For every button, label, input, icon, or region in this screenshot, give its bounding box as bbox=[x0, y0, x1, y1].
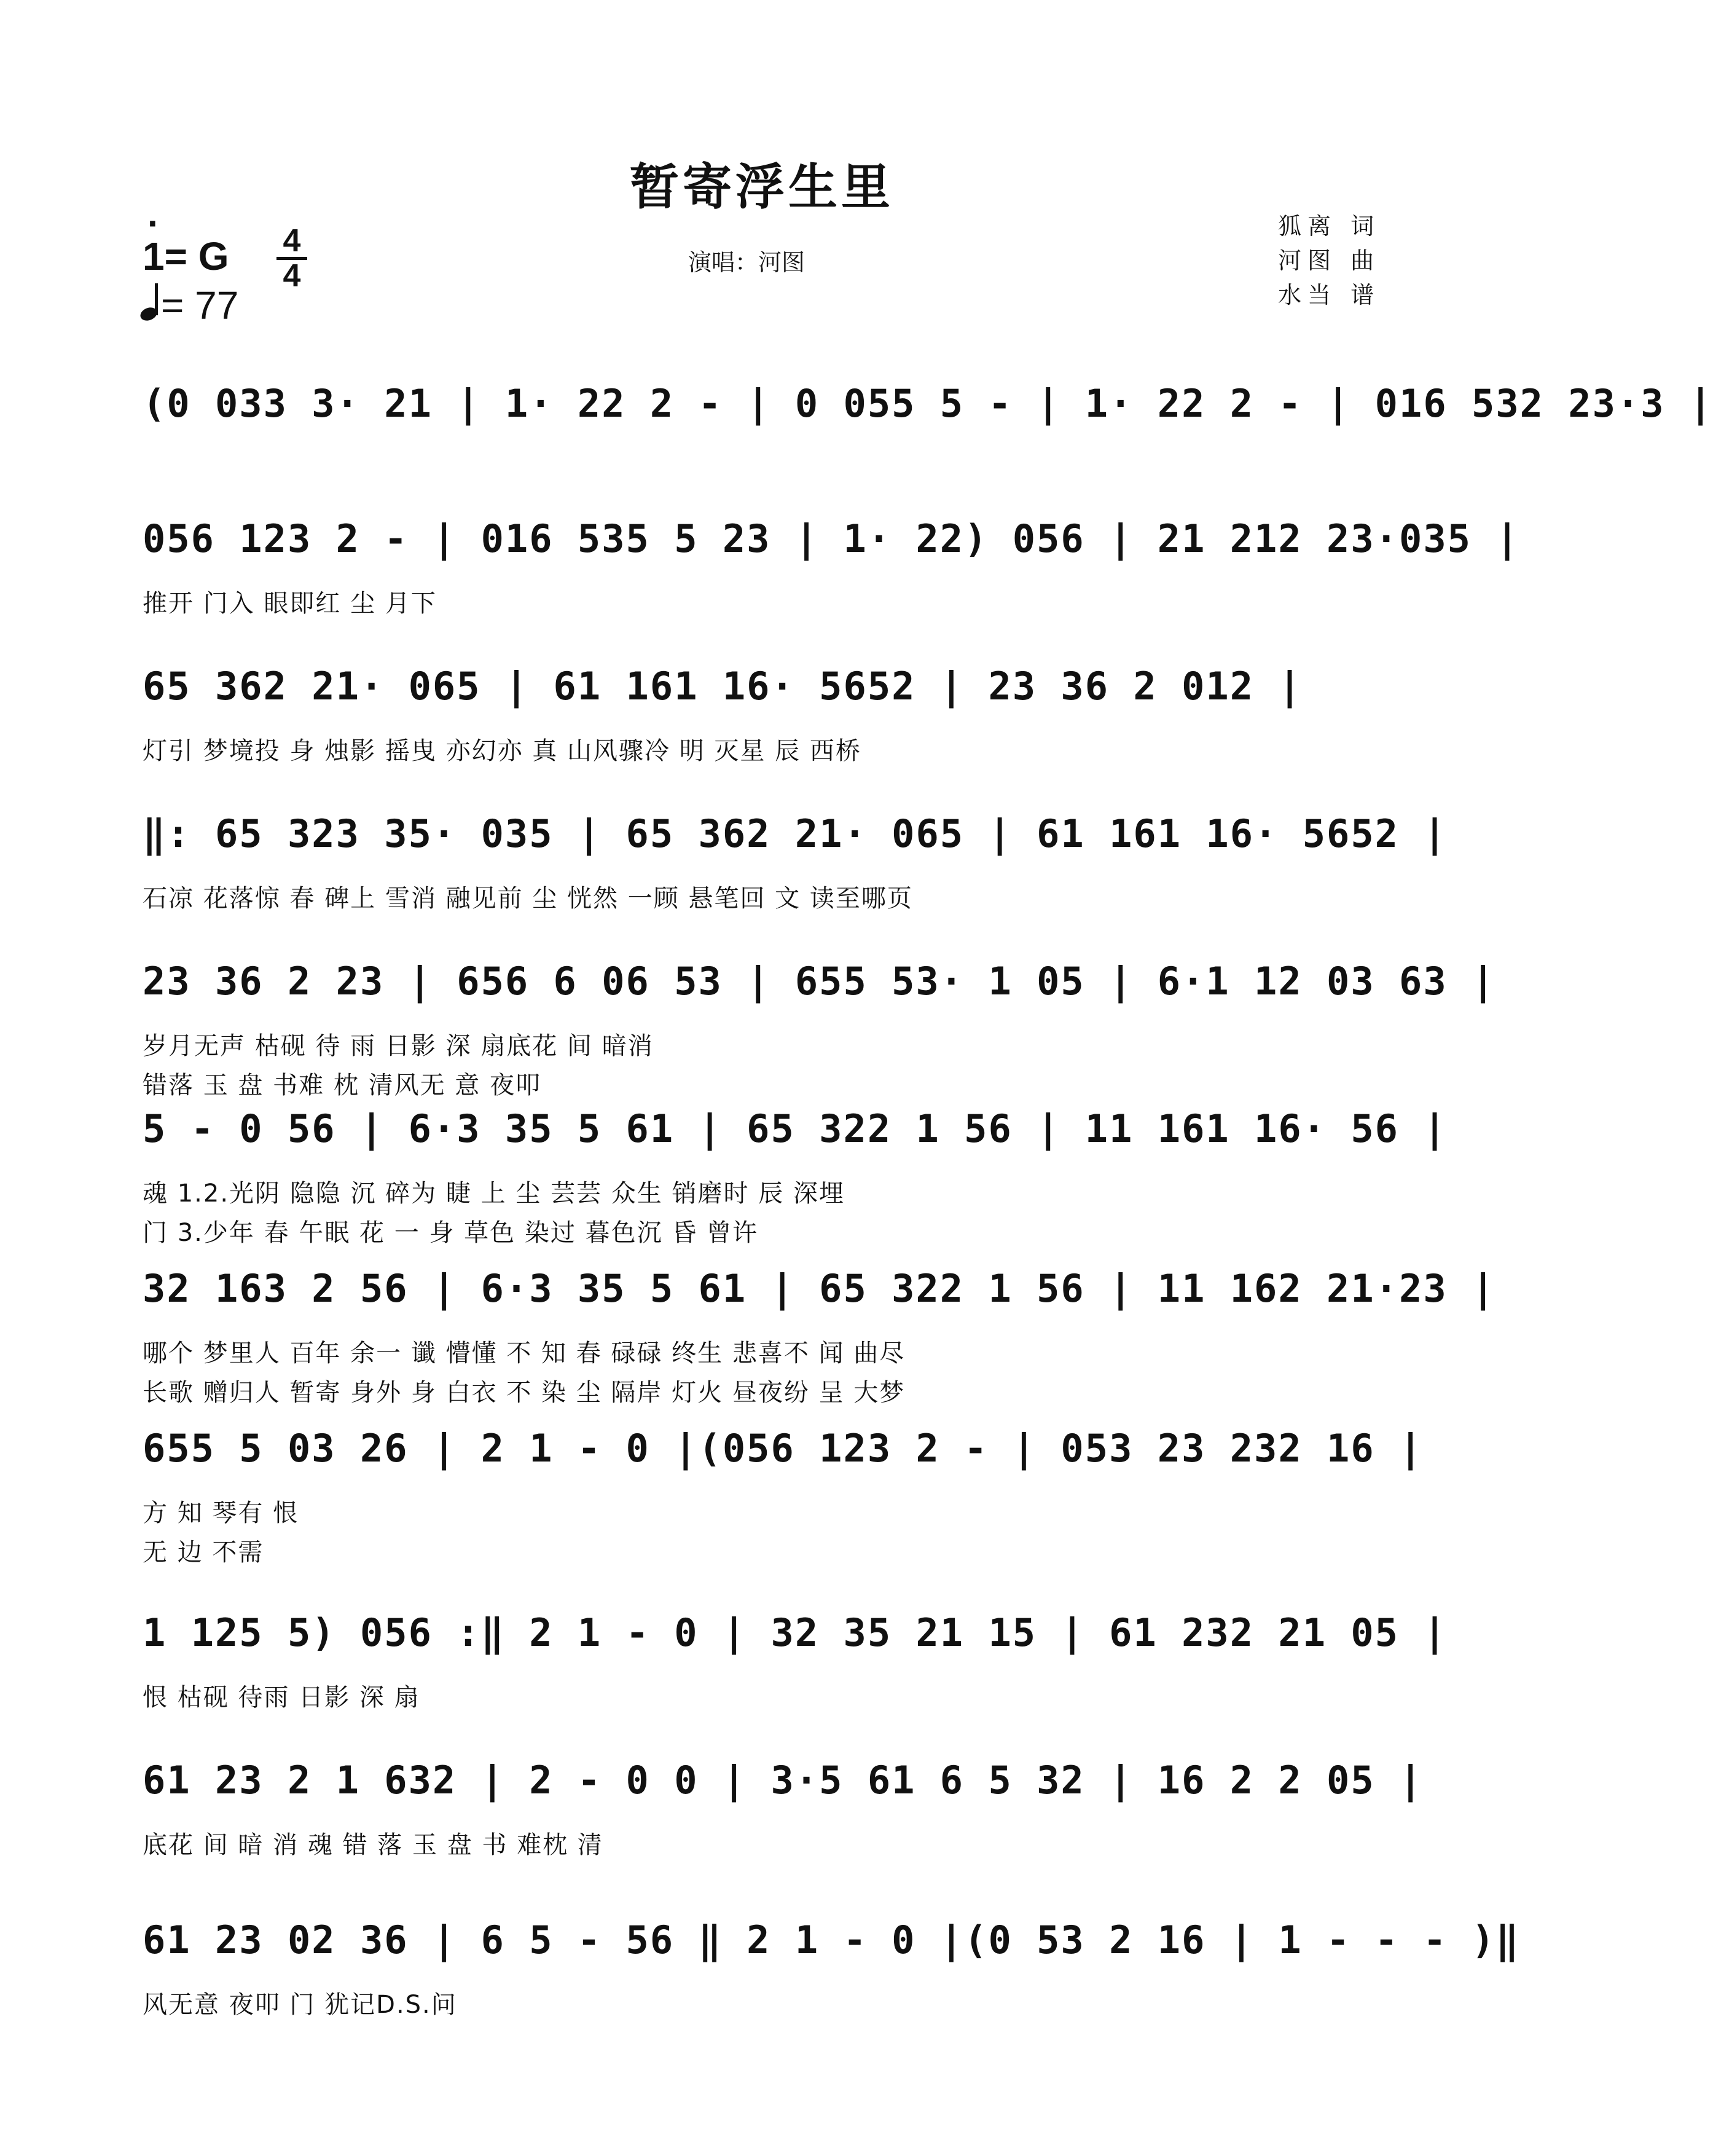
lyric-line: 无 边 不需 bbox=[143, 1538, 264, 1567]
lyric-line: 门 3.少年 春 午眠 花 一 身 草色 染过 暮色沉 昏 曾许 bbox=[143, 1219, 759, 1247]
notation-line: 65 362 21· 065 | 61 161 16· 5652 | 23 36 2 012 | bbox=[143, 664, 1303, 709]
lyricist-credit: 狐离 词 bbox=[1278, 213, 1381, 240]
notation-line: (0 033 3· 21 | 1· 22 2 - | 0 055 5 - | 1· 22 2 - | 016 532 23·3 | bbox=[143, 381, 1713, 426]
lyric-line: 方 知 琴有 恨 bbox=[143, 1499, 299, 1527]
lyric-line: 灯引 梦境投 身 烛影 摇曳 亦幻亦 真 山风骤冷 明 灭星 辰 西桥 bbox=[143, 737, 861, 765]
lyric-line: 岁月无声 枯砚 待 雨 日影 深 扇底花 间 暗消 bbox=[143, 1032, 654, 1060]
lyric-line: 风无意 夜叩 门 犹记D.S.问 bbox=[143, 1991, 457, 2019]
notation-line: 1 125 5) 056 :‖ 2 1 - 0 | 32 35 21 15 | 61 232 21 05 | bbox=[143, 1610, 1448, 1655]
arranger-credit: 水当 谱 bbox=[1278, 281, 1381, 309]
time-signature-top: 4 bbox=[283, 223, 301, 259]
composer-credit: 河图 曲 bbox=[1278, 247, 1381, 274]
singer-credit: 演唱：河图 bbox=[688, 249, 806, 276]
key-signature bbox=[143, 234, 229, 279]
notation-line: 056 123 2 - | 016 535 5 23 | 1· 22) 056 | 21 212 23·035 | bbox=[143, 516, 1520, 561]
notation-line: ‖: 65 323 35· 035 | 65 362 21· 065 | 61 161 16· 5652 | bbox=[143, 811, 1448, 856]
notation-line: 32 163 2 56 | 6·3 35 5 61 | 65 322 1 56 | 11 162 21·23 | bbox=[143, 1266, 1496, 1311]
tempo-value: = 77 bbox=[161, 283, 239, 328]
page-title: 暂寄浮生里 bbox=[630, 159, 894, 216]
notation-line: 23 36 2 23 | 656 6 06 53 | 655 53· 1 05 | 6·1 12 03 63 | bbox=[143, 959, 1496, 1004]
lyric-line: 底花 间 暗 消 魂 错 落 玉 盘 书 难枕 清 bbox=[143, 1831, 603, 1859]
lyric-line: 长歌 赠归人 暂寄 身外 身 白衣 不 染 尘 隔岸 灯火 昼夜纷 呈 大梦 bbox=[143, 1379, 906, 1407]
time-signature bbox=[276, 223, 307, 294]
time-signature-bottom: 4 bbox=[283, 258, 301, 294]
lyric-line: 恨 枯砚 待雨 日影 深 扇 bbox=[143, 1683, 420, 1712]
lyric-line: 哪个 梦里人 百年 余一 谶 懵懂 不 知 春 碌碌 终生 悲喜不 闻 曲尽 bbox=[143, 1339, 906, 1367]
lyric-line: 错落 玉 盘 书难 枕 清风无 意 夜叩 bbox=[143, 1071, 542, 1100]
notation-line: 61 23 2 1 632 | 2 - 0 0 | 3·5 61 6 5 32 | 16 2 2 05 | bbox=[143, 1758, 1424, 1803]
lyric-line: 魂 1.2.光阴 隐隐 沉 碎为 睫 上 尘 芸芸 众生 销磨时 辰 深埋 bbox=[143, 1179, 845, 1208]
lyric-line: 推开 门入 眼即红 尘 月下 bbox=[143, 589, 437, 618]
notation-line: 5 - 0 56 | 6·3 35 5 61 | 65 322 1 56 | 11 161 16· 56 | bbox=[143, 1106, 1448, 1151]
key-tonic: · 1 bbox=[143, 234, 165, 278]
credits bbox=[1278, 209, 1380, 312]
quarter-note-icon bbox=[140, 283, 161, 323]
tempo-marking bbox=[140, 283, 238, 328]
notation-line: 61 23 02 36 | 6 5 - 56 ‖ 2 1 - 0 |(0 53 2 16 | 1 - - - )‖ bbox=[143, 1918, 1520, 1962]
key-name: = G bbox=[164, 234, 229, 278]
lyric-line: 石凉 花落惊 春 碑上 雪消 融见前 尘 恍然 一顾 悬笔回 文 读至哪页 bbox=[143, 884, 913, 913]
notation-line: 655 5 03 26 | 2 1 - 0 |(056 123 2 - | 053 23 232 16 | bbox=[143, 1426, 1424, 1471]
